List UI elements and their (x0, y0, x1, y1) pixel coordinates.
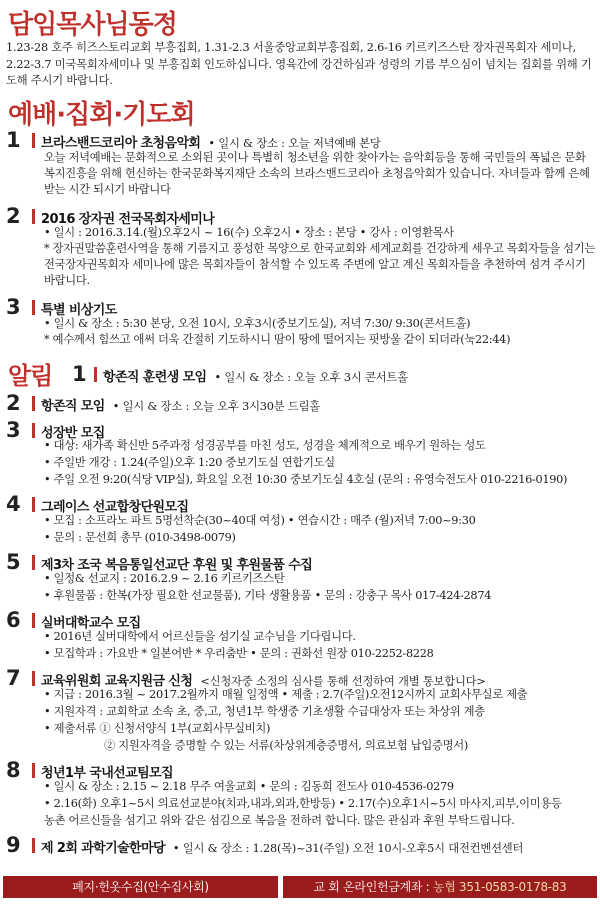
item-detail: • 대상: 새가족 확신반 5주과정 성경공부를 마친 성도, 성경을 체계적으로 배우기 원하는 성도 (44, 439, 486, 452)
item-number: 8 (6, 758, 21, 782)
item-title: 2016 장자권 전국목회자세미나 (41, 212, 215, 227)
accent-bar (32, 763, 35, 778)
item-number: 2 (6, 391, 21, 415)
offering-account-number: 농협 351-0583-0178-83 (432, 880, 567, 894)
item-number: 5 (6, 550, 21, 574)
item-title: 제3차 조국 복음통일선교단 후원 및 후원물품 수집 (41, 558, 313, 573)
item-detail: • 주일 오전 9:20(식당 VIP실), 화요일 오전 10:30 중보기도실 4호실 (문의 : 유영숙전도사 010-2216-0190) (44, 473, 568, 486)
pastor-news-title: 담임목사님동정 (8, 10, 177, 40)
item-number: 9 (6, 833, 21, 857)
item-title: 실버대학교수 모집 (41, 616, 141, 631)
item-number: 3 (6, 418, 21, 442)
item-number: 1 (6, 128, 21, 152)
accent-bar (32, 838, 35, 853)
accent-bar (32, 423, 35, 438)
item-number: 7 (6, 666, 21, 690)
item-detail: • 일시 & 장소 : 5:30 본당, 오전 10시, 오후3시(중보기도실), 저녁 7:30/ 9:30(콘서트홀) (44, 317, 471, 330)
offering-label: 교 회 온라인헌금계좌 : (313, 880, 433, 894)
worship-item-1 (6, 128, 381, 152)
worship-section-title: 예배·집회·기도회 (8, 100, 195, 130)
item-detail: • 일정& 선교지 : 2016.2.9 ~ 2.16 키르키즈스탄 (44, 572, 285, 585)
item-detail: • 제출서류 ① 신청서양식 1부(교회사무실비치) (44, 722, 271, 735)
item-detail: ② 지원자격을 증명할 수 있는 서류(차상위계층증명서, 의료보험 납입증명서) (104, 739, 468, 752)
item-detail: 농촌 어르신들을 섬기고 위와 같은 섬김으로 복음을 전하려 합니다. 많은 관심과 후원 부탁드립니다. (44, 814, 515, 827)
pastor-news-text: 1.23-28 호주 히즈스토리교회 부흥집회, 1.31-2.3 서울중앙교회부흥집회, 2.6-16 키르키즈스탄 장자권목회자 세미나, 2.22-3.7 미국목회자세미나 및 부흥집회 인도하십니다. 영육간에 강건하심과 성령의 기름 부으심이 넘치는 집회를 위해 기도해 주시기 바랍니다. (6, 41, 592, 88)
accent-bar (32, 133, 35, 148)
footer-collection-banner: 폐지·헌옷수집(안수집사회) (3, 876, 278, 898)
item-detail: • 모집학과 : 가요반 * 일본어반 * 우리춤반 • 문의 : 권화선 원장 010-2252-8228 (44, 647, 434, 660)
item-detail: • 일시 & 장소 : 2.15 ~ 2.18 무주 여울교회 • 문의 : 김동희 전도사 010-4536-0279 (44, 780, 454, 793)
accent-bar (32, 613, 35, 628)
item-detail: 오늘 저녁예배는 문화적으로 소외된 곳이나 특별히 청소년을 위한 찾아가는 음악회등을 통해 국민들의 폭넓은 문화복지진흥을 위해 헌신하는 한국문화복지재단 소속의 브라스밴드코리아 초청음악회가 있습니다. 자녀들과 함께 은혜받는 시간 되시기 바랍니다 (44, 151, 590, 196)
item-detail: • 2016년 실버대학에서 어르신들을 섬기실 교수님을 기다립니다. (44, 630, 356, 643)
accent-bar (94, 367, 97, 382)
accent-bar (32, 671, 35, 686)
item-detail: • 지원자격 : 교회학교 소속 초, 중,고, 청년1부 학생중 기초생활 수급대상자 또는 차상위 계층 (44, 705, 485, 718)
item-title: 항존직 훈련생 모임 (103, 370, 207, 385)
item-inline-info: • 일시 & 장소 : 오늘 오후 3시 콘서트홀 (214, 371, 408, 384)
item-title: 청년1부 국내선교팀모집 (41, 766, 173, 781)
item-detail: * 예수께서 힘쓰고 애써 더욱 간절히 기도하시니 땀이 땅에 떨어지는 핏방울 같이 되더라(눅22:44) (44, 333, 511, 346)
item-title: 그레이스 선교합창단원모집 (41, 500, 189, 515)
item-detail: • 모집 : 소프라노 파트 5명선착순(30~40대 여성) • 연습시간 : 매주 (월)저녁 7:00~9:30 (44, 514, 476, 527)
item-title: 교육위원회 교육지원금 신청 (41, 674, 193, 689)
footer-offering-account (283, 876, 597, 898)
item-number: 2 (6, 204, 21, 228)
accent-bar (32, 209, 35, 224)
accent-bar (32, 396, 35, 411)
item-detail: • 주일반 개강 : 1.24(주일)오후 1:20 중보기도실 연합기도실 (44, 456, 335, 469)
item-title: 성장반 모집 (41, 426, 105, 441)
item-detail: • 후원물품 : 한복(가장 필요한 선교물품), 기타 생활용품 • 문의 : 강충구 목사 017-424-2874 (44, 589, 492, 602)
item-title: 항존직 모임 (41, 399, 105, 414)
item-number: 3 (6, 295, 21, 319)
notice-item-9 (6, 833, 523, 857)
item-title: 브라스밴드코리아 초청음악회 (41, 136, 201, 151)
item-detail: • 2.16(화) 오후1~5시 의료선교분야(치과,내과,외과,한방등) • 2.17(수)오후1시~5시 마사지,피부,이미용등 (44, 797, 562, 810)
notice-item-2 (6, 391, 320, 415)
item-title: 특별 비상기도 (41, 303, 117, 318)
notice-item-1 (72, 362, 408, 386)
item-detail: * 장자권말씀훈련사역을 통해 기름지고 풍성한 목양으로 한국교회와 세계교회를 건강하게 세우고 목회자들을 섬기는 전국장자권목회자 세미나에 많은 목회자들이 참석할 수 있도록 주변에 알고 계신 목회자들을 추천하여 섬겨 주시기 바랍니다. (44, 242, 595, 287)
accent-bar (32, 300, 35, 315)
item-inline-info: <신청자중 소정의 심사를 통해 선정하여 개별 통보합니다> (200, 675, 486, 688)
item-inline-info: • 일시 & 장소 : 오늘 오후 3시30분 드림홀 (112, 400, 321, 413)
item-inline-info: • 일시 & 장소 : 오늘 저녁예배 본당 (208, 137, 381, 150)
accent-bar (32, 497, 35, 512)
item-detail: • 지급 : 2016.3월 ~ 2017.2월까지 매월 일정액 • 제출 : 2.7(주일)오전12시까지 교회사무실로 제출 (44, 688, 528, 701)
item-inline-info: • 일시 & 장소 : 1.28(목)~31(주일) 오전 10시-오후5시 대전컨벤션센터 (172, 842, 524, 855)
item-detail: • 문의 : 문선희 총무 (010-3498-0079) (44, 531, 236, 544)
item-title: 제 2회 과학기술한마당 (41, 841, 165, 856)
accent-bar (32, 555, 35, 570)
item-number: 1 (72, 362, 87, 386)
item-detail: • 일시 : 2016.3.14.(월)오후2시 ~ 16(수) 오후2시 • 장소 : 본당 • 강사 : 이영환목사 (44, 226, 454, 239)
item-number: 6 (6, 608, 21, 632)
item-number: 4 (6, 492, 21, 516)
notice-section-title: 알림 (8, 362, 53, 390)
